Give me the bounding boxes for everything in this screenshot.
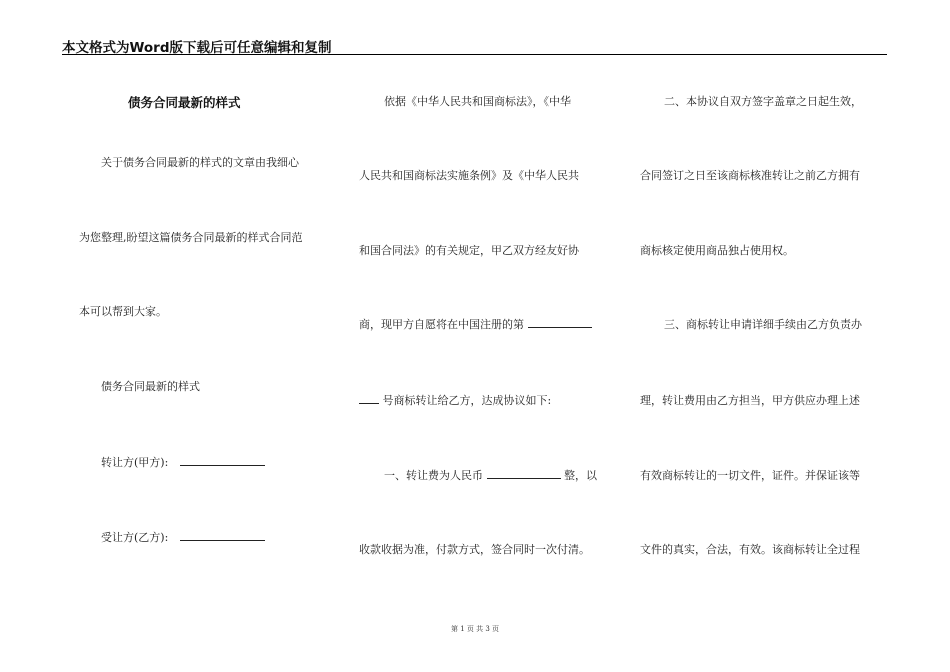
registration-number-blank — [528, 317, 592, 328]
column3-line-7: 文件的真实，合法，有效。该商标转让全过程 — [640, 543, 860, 556]
party-b-blank — [180, 530, 265, 541]
page-number-footer: 第 1 页 共 3 页 — [450, 625, 500, 633]
column3-line-4: 三、商标转让申请详细手续由乙方负责办 — [664, 318, 862, 331]
intro-line-3: 本可以帮到大家。 — [79, 305, 167, 318]
document-title: 债务合同最新的样式 — [128, 95, 241, 110]
column2-line-6 — [384, 467, 597, 483]
party-a-blank — [180, 455, 265, 466]
party-a-label: 转让方(甲方): — [101, 456, 169, 469]
column2-line-3: 和国合同法》的有关规定，甲乙双方经友好协 — [359, 244, 579, 257]
column2-line-7: 收款收据为准，付款方式，签合同时一次付清。 — [359, 543, 590, 556]
column2-line-1: 依据《中华人民共和国商标法》，《中华 — [384, 95, 571, 108]
intro-line-2: 为您整理,盼望这篇债务合同最新的样式合同范 — [79, 231, 303, 244]
column3-line-6: 有效商标转让的一切文件，证件。并保证该等 — [640, 469, 860, 482]
column3-line-5: 理，转让费用由乙方担当，甲方供应办理上述 — [640, 394, 860, 407]
document-header — [62, 36, 887, 55]
header-text: 本文格式为Word版下载后可任意编辑和复制 — [62, 40, 332, 56]
party-a-row — [101, 454, 265, 470]
column2-line-5 — [359, 392, 551, 408]
section-subtitle: 债务合同最新的样式 — [101, 380, 200, 393]
trademark-transfer-text: 号商标转让给乙方，达成协议如下: — [382, 394, 552, 407]
column3-line-2: 合同签订之日至该商标核准转让之前乙方拥有 — [640, 169, 860, 182]
trademark-number-blank — [359, 393, 379, 404]
column3-line-3: 商标核定使用商品独占使用权。 — [640, 244, 794, 257]
party-b-row — [101, 529, 265, 545]
fee-amount-blank — [487, 468, 561, 479]
fee-suffix: 整，以 — [564, 469, 597, 482]
column2-line-2: 人民共和国商标法实施条例》及《中华人民共 — [359, 169, 579, 182]
registration-text: 商，现甲方自愿将在中国注册的第 — [359, 318, 524, 331]
column2-line-4 — [359, 316, 592, 332]
fee-prefix: 一、转让费为人民币 — [384, 469, 483, 482]
intro-line-1: 关于债务合同最新的样式的文章由我细心 — [101, 156, 299, 169]
column3-line-1: 二、本协议自双方签字盖章之日起生效， — [664, 95, 862, 108]
party-b-label: 受让方(乙方): — [101, 531, 169, 544]
